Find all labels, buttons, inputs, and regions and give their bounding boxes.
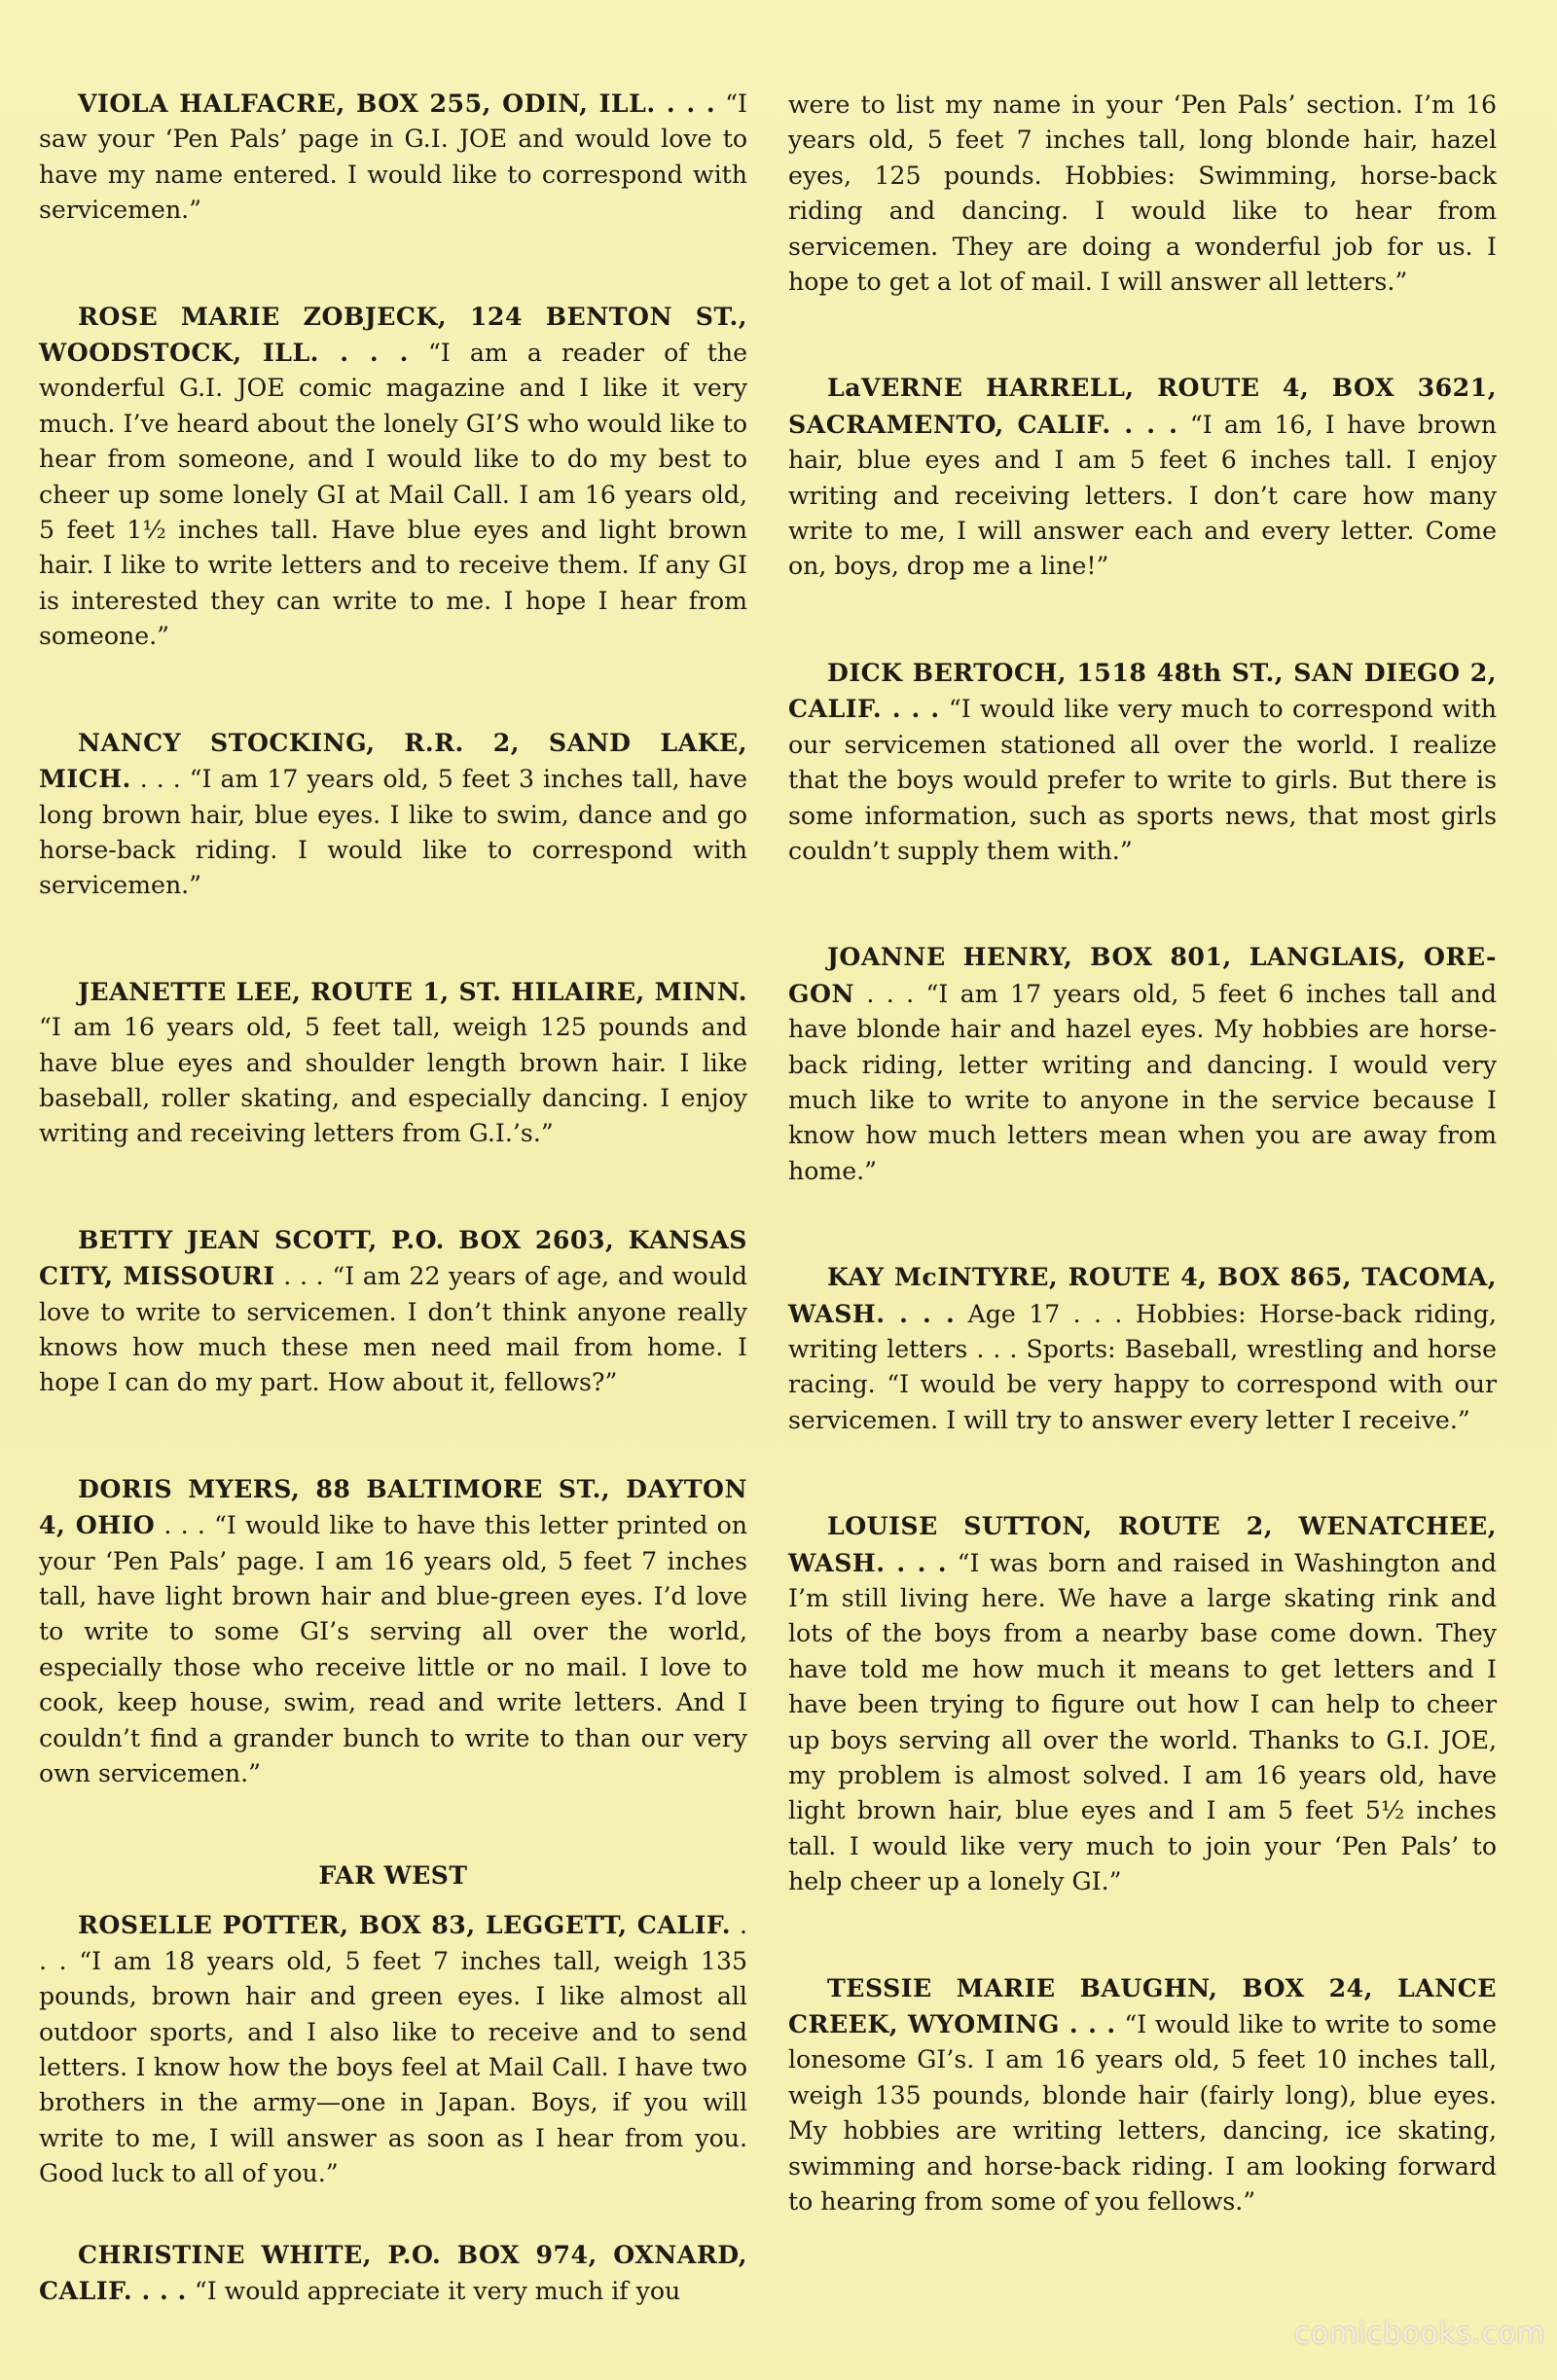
letter-body: . . . “I am 17 years old, 5 feet 6 inches tall and have blonde hair and hazel eyes. My hobbies are horse-back riding, letter writing and dancing. I would very much like to write to anyone in the service because I know how much letters mean when you are away from home.” — [788, 979, 1497, 1185]
letter-body: “I am 16, I have brown hair, blue eyes and I am 5 feet 6 inches tall. I enjoy writing and receiving letters. I don’t care how many write to me, I will answer each and every letter. Come on, boys, drop me a line!” — [788, 410, 1497, 581]
pen-pal-letter — [39, 86, 747, 229]
site-watermark: comicbooks.com — [1293, 2317, 1545, 2351]
letter-header: ROSE MARIE ZOBJECK, 124 BENTON ST., WOODSTOCK, ILL. . . . — [39, 301, 747, 368]
letter-header: VIOLA HALFACRE, BOX 255, ODIN, ILL. . . . — [78, 89, 716, 118]
pen-pal-letter — [788, 1970, 1497, 2220]
letter-continuation: were to list my name in your ‘Pen Pals’ section. I’m 16 years old, 5 feet 7 inches tall, long blonde hair, hazel eyes, 125 pounds. Hobbies: Swimming, horse-back riding and dancing. I would like to hear from servicemen. They are doing a wonderful job for us. I hope to get a lot of mail. I will answer all letters.” — [788, 90, 1497, 297]
pen-pal-letter — [39, 2237, 747, 2310]
letter-header: LOUISE SUTTON, ROUTE 2, WENATCHEE, WASH. . . . — [788, 1511, 1497, 1577]
letter-header: JEANETTE LEE, ROUTE 1, ST. HILAIRE, MINN. — [78, 976, 747, 1006]
letter-header: LaVERNE HARRELL, ROUTE 4, BOX 3621, SACRAMENTO, CALIF. . . . — [788, 373, 1497, 439]
letter-body: . . . “I am 17 years old, 5 feet 3 inches tall, have long brown hair, blue eyes. I like to swim, dance and go horse-back riding. I would like to correspond with servicemen.” — [39, 765, 747, 900]
pen-pal-letter — [788, 1259, 1497, 1438]
pen-pal-letter — [788, 939, 1497, 1189]
pen-pal-letter — [39, 974, 747, 1152]
letter-header: BETTY JEAN SCOTT, P.O. BOX 2603, KANSAS CITY, MISSOURI — [39, 1224, 747, 1291]
letter-body: . . . “I am 22 years of age, and would love to write to servicemen. I don’t think anyone really knows how much these men need mail from home. I hope I can do my part. How about it, fellows?” — [39, 1262, 747, 1397]
section-title: FAR WEST — [318, 1861, 468, 1891]
letter-body: “I would appreciate it very much if you — [186, 2277, 681, 2306]
letter-header: KAY McINTYRE, ROUTE 4, BOX 865, TACOMA, WASH. . . . — [788, 1262, 1497, 1328]
left-column — [39, 86, 747, 2380]
pen-pal-letter — [39, 1907, 747, 2191]
letter-header: TESSIE MARIE BAUGHN, BOX 24, LANCE CREEK, WYOMING . . . — [788, 1972, 1497, 2039]
pen-pal-letter — [788, 1508, 1497, 1899]
letter-body: “I am a reader of the wonderful G.I. JOE comic magazine and I like it very much. I’ve heard about the lonely GI’S who would like to hear from someone, and I would like to do my best to cheer up some lonely GI at Mail Call. I am 16 years old, 5 feet 1½ inches tall. Have blue eyes and light brown hair. I like to write letters and to receive them. If any GI is interested they can write to me. I hope I hear from someone.” — [39, 339, 747, 651]
letter-header: DORIS MYERS, 88 BALTIMORE ST., DAYTON 4, OHIO — [39, 1473, 747, 1540]
pen-pal-letter — [39, 1471, 747, 1792]
pen-pal-letter — [788, 370, 1497, 584]
right-column — [788, 88, 1497, 2290]
letter-header: NANCY STOCKING, R.R. 2, SAND LAKE, MICH. — [39, 727, 747, 794]
letter-body: “I would like very much to correspond with our servicemen stationed all over the world. I realize that the boys would prefer to write to girls. But there is some information, such as sports news, that most girls couldn’t supply them with.” — [788, 695, 1498, 865]
letter-body: “I would like to write to some lonesome GI’s. I am 16 years old, 5 feet 10 inches tall, weigh 135 pounds, blonde hair (fairly long), blue eyes. My hobbies are writing letters, dancing, ice skating, swimming and horse-back riding. I am looking forward to hearing from some of you fellows.” — [788, 2010, 1497, 2217]
pen-pal-letter — [788, 655, 1497, 869]
pen-pal-letter — [39, 299, 747, 655]
letter-body: “I am 16 years old, 5 feet tall, weigh 125 pounds and have blue eyes and shoulder length brown hair. I like baseball, roller skating, and especially dancing. I enjoy writing and receiving letters from G.I.’s.” — [39, 1013, 747, 1148]
letter-header: DICK BERTOCH, 1518 48th ST., SAN DIEGO 2, CALIF. . . . — [788, 657, 1497, 724]
letter-body: “I saw your ‘Pen Pals’ page in G.I. JOE and would love to have my name entered. I would like to correspond with servicemen.” — [39, 90, 747, 225]
letter-header: ROSELLE POTTER, BOX 83, LEGGETT, CALIF. — [78, 1910, 732, 1940]
letter-body: . . . “I would like to have this letter printed on your ‘Pen Pals’ page. I am 16 years old, 5 feet 7 inches tall, have light brown hair and blue-green eyes. I’d love to write to some GI’s serving all over the world, especially those who receive little or no mail. I love to cook, keep house, swim, read and write letters. And I couldn’t find a grander bunch to write to than our very own servicemen.” — [39, 1511, 747, 1788]
letter-header: JOANNE HENRY, BOX 801, LANGLAIS, ORE-GON — [788, 942, 1497, 1008]
pen-pal-letter — [39, 725, 747, 904]
letter-body: “I was born and raised in Washington and I’m still living here. We have a large skating rink and lots of the boys from a nearby base come down. They have told me how much it means to get letters and I have been trying to figure out how I can help to cheer up boys serving all over the world. Thanks to G.I. JOE, my problem is almost solved. I am 16 years old, have light brown hair, blue eyes and I am 5 feet 5½ inches tall. I would like very much to join your ‘Pen Pals’ to help cheer up a lonely GI.” — [788, 1548, 1497, 1896]
letter-header: CHRISTINE WHITE, P.O. BOX 974, OXNARD, CALIF. . . . — [39, 2239, 747, 2306]
pen-pal-letter — [39, 1222, 747, 1401]
letter-body: . . . “I am 18 years old, 5 feet 7 inches tall, weigh 135 pounds, brown hair and green eyes. I like almost all outdoor sports, and I also like to receive and to send letters. I know how the boys feel at Mail Call. I have two brothers in the army—one in Japan. Boys, if you will write to me, I will answer as soon as I hear from you. Good luck to all of you.” — [39, 1911, 748, 2188]
letter-body: Age 17 . . . Hobbies: Horse-back riding, writing letters . . . Sports: Baseball, wrestling and horse racing. “I would be very happy to correspond with our servicemen. I will try to answer every letter I receive.” — [788, 1299, 1497, 1434]
